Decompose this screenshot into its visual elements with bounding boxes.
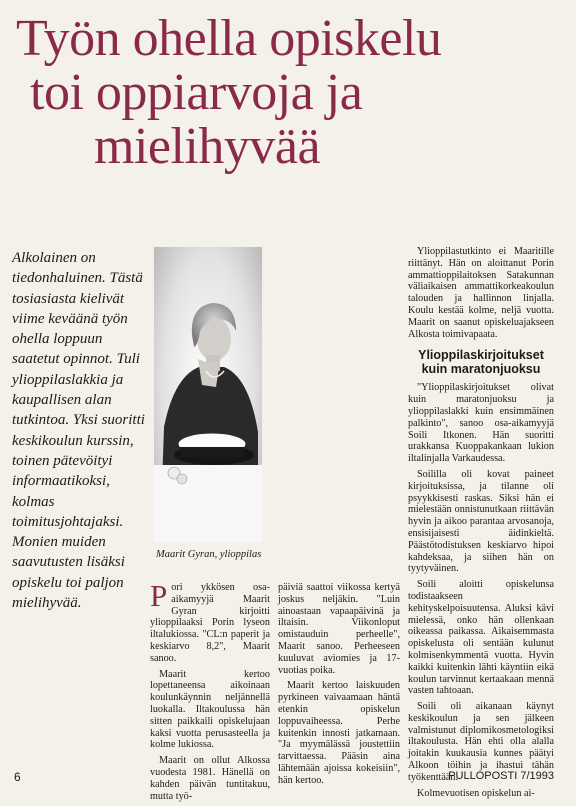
section-subhead: Ylioppilaskirjoitukset kuin maratonjuoksu xyxy=(418,348,544,377)
column-2-paragraph-2: Maarit kertoo laiskuuden pyrkineen vaivaamaan häntä etenkin opiskelun loppuvaiheessa. Perhe kuitenkin innosti jatkamaan. "Ja myymälässä joustettiin tarvittaessa. Pääsin aina lähtemään ajoissa kokeisiin", hän kertoo. xyxy=(278,680,400,786)
column-1-paragraph-1 xyxy=(150,578,270,665)
publication-issue: PULLOPOSTI 7/1993 xyxy=(448,770,554,782)
lede-paragraph: Alkolainen on tiedonhaluinen. Tästä tosiasiasta kielivät viime keväänä työn ohella loppuun saatetut opinnot. Tuli ylioppilaslakkia ja kaupallisen alan tutkintoa. Yksi suoritti keskikoulun kurssin, toinen pätevöityi informaatikoksi, kolmas toimitusjohtajaksi. Monien muiden saavutusten lisäksi opiskelu toi paljon mielihyvää. xyxy=(12,250,145,612)
column-1-paragraph-1-text: ori ykkösen osa-aikamyyjä Maarit Gyran kirjoitti ylioppilaaksi Porin lyseon iltalukiossa. "CL:n paperit ja keskiarvo 8,2", Maarit sanoo. xyxy=(150,582,270,664)
article-column-3 xyxy=(408,246,554,803)
article-column-1 xyxy=(150,578,270,806)
column-3-paragraph-5: Soili oli aikanaan käynyt keskikoulun ja sen jälkeen valmistunut diplomikosmetologiksi iltakoulusta. Hän ehti olla alalla joitakin kuukausia kunnes päätyi Alkoon töihin ja ihastui tähän työkenttään. xyxy=(408,701,554,783)
portrait-illustration xyxy=(154,247,262,542)
column-3-paragraph-3: Soililla oli kovat paineet kirjoituksissa, ja tilanne oli psyykkisesti raskas. Siksi hän ei mielestään onnistunutkaan riittävän hyvin ja aikoo parantaa arvosanoja, ensisijaisesti äidinkieltä. Päästötodistuksen keskiarvo hipoi kahdeksaa, ja siihen hän on tyytyväinen. xyxy=(408,468,554,575)
photo-caption: Maarit Gyran, ylioppilas xyxy=(156,549,262,560)
column-1-paragraph-3: Maarit on ollut Alkossa vuodesta 1981. Hänellä on kahden päivän tuntitakuu, mutta työ- xyxy=(150,755,270,802)
drop-cap: P xyxy=(150,578,168,613)
page-number: 6 xyxy=(14,770,21,784)
column-3-paragraph-6: Kolmevuotisen opiskelun ai- xyxy=(417,787,535,799)
headline-line-1: Työn ohella opiskelu xyxy=(16,10,442,67)
column-2-paragraph-1: päiviä saattoi viikossa kertyä joskus neljäkin. "Luin ainoastaan vapaapäivinä ja iltaisin. Viikonloput omistauduin perheelle", Maarit sanoo. Perheeseen kuuluvat aviomies ja 17-vuotias poika. xyxy=(278,582,400,676)
column-3-paragraph-4: Soili aloitti opiskelunsa todistaakseen kehityskelpoisuutensa. Aluksi kävi mielessä, onko hän ollenkaan oikeassa paikassa. Aikaisemmasta opiskelusta oli sentään kulunut kolmisenkymmentä vuotta. Hyvin kaikki kuitenkin lähti käyntiin eikä koulun tarvinnut kertaakaan mennä vasten tahtoaan. xyxy=(408,579,554,697)
column-1-paragraph-2: Maarit kertoo lopettaneensa aikoinaan koulunkäynnin neljännellä luokalla. Iltakoulussa hän sitten paikkaili opiskelujaan kaksi vuotta perusasteella ja kolme lukiossa. xyxy=(150,668,270,751)
headline-line-2: toi oppiarvoja ja xyxy=(30,64,363,121)
article-column-2 xyxy=(278,582,400,791)
column-3-paragraph-2: "Ylioppilaskirjoitukset olivat kuin maratonjuoksu ja ylioppilaslakki kuin ensimmäinen palkinto", sanoo osa-aikamyyjä Soili Itkonen. Hän suoritti urakkansa Kuoppakankaan lukion iltalinjalla Varkaudessa. xyxy=(408,382,554,465)
column-3-paragraph-1: Ylioppilastutkinto ei Maaritille riittänyt. Hän on aloittanut Porin ammattioppilaitoksen Satakunnan väliaikaisen ammattikorkeakoulun talouden ja hallinnon linjalla. Koulu kestää kolme, neljä vuotta. Maarit on saanut opiskeluajakseen Alkosta toimivapaata. xyxy=(408,246,554,340)
headline-line-3: mielihyvää xyxy=(94,118,321,175)
article-headline xyxy=(16,12,556,174)
portrait-photo xyxy=(154,247,262,542)
